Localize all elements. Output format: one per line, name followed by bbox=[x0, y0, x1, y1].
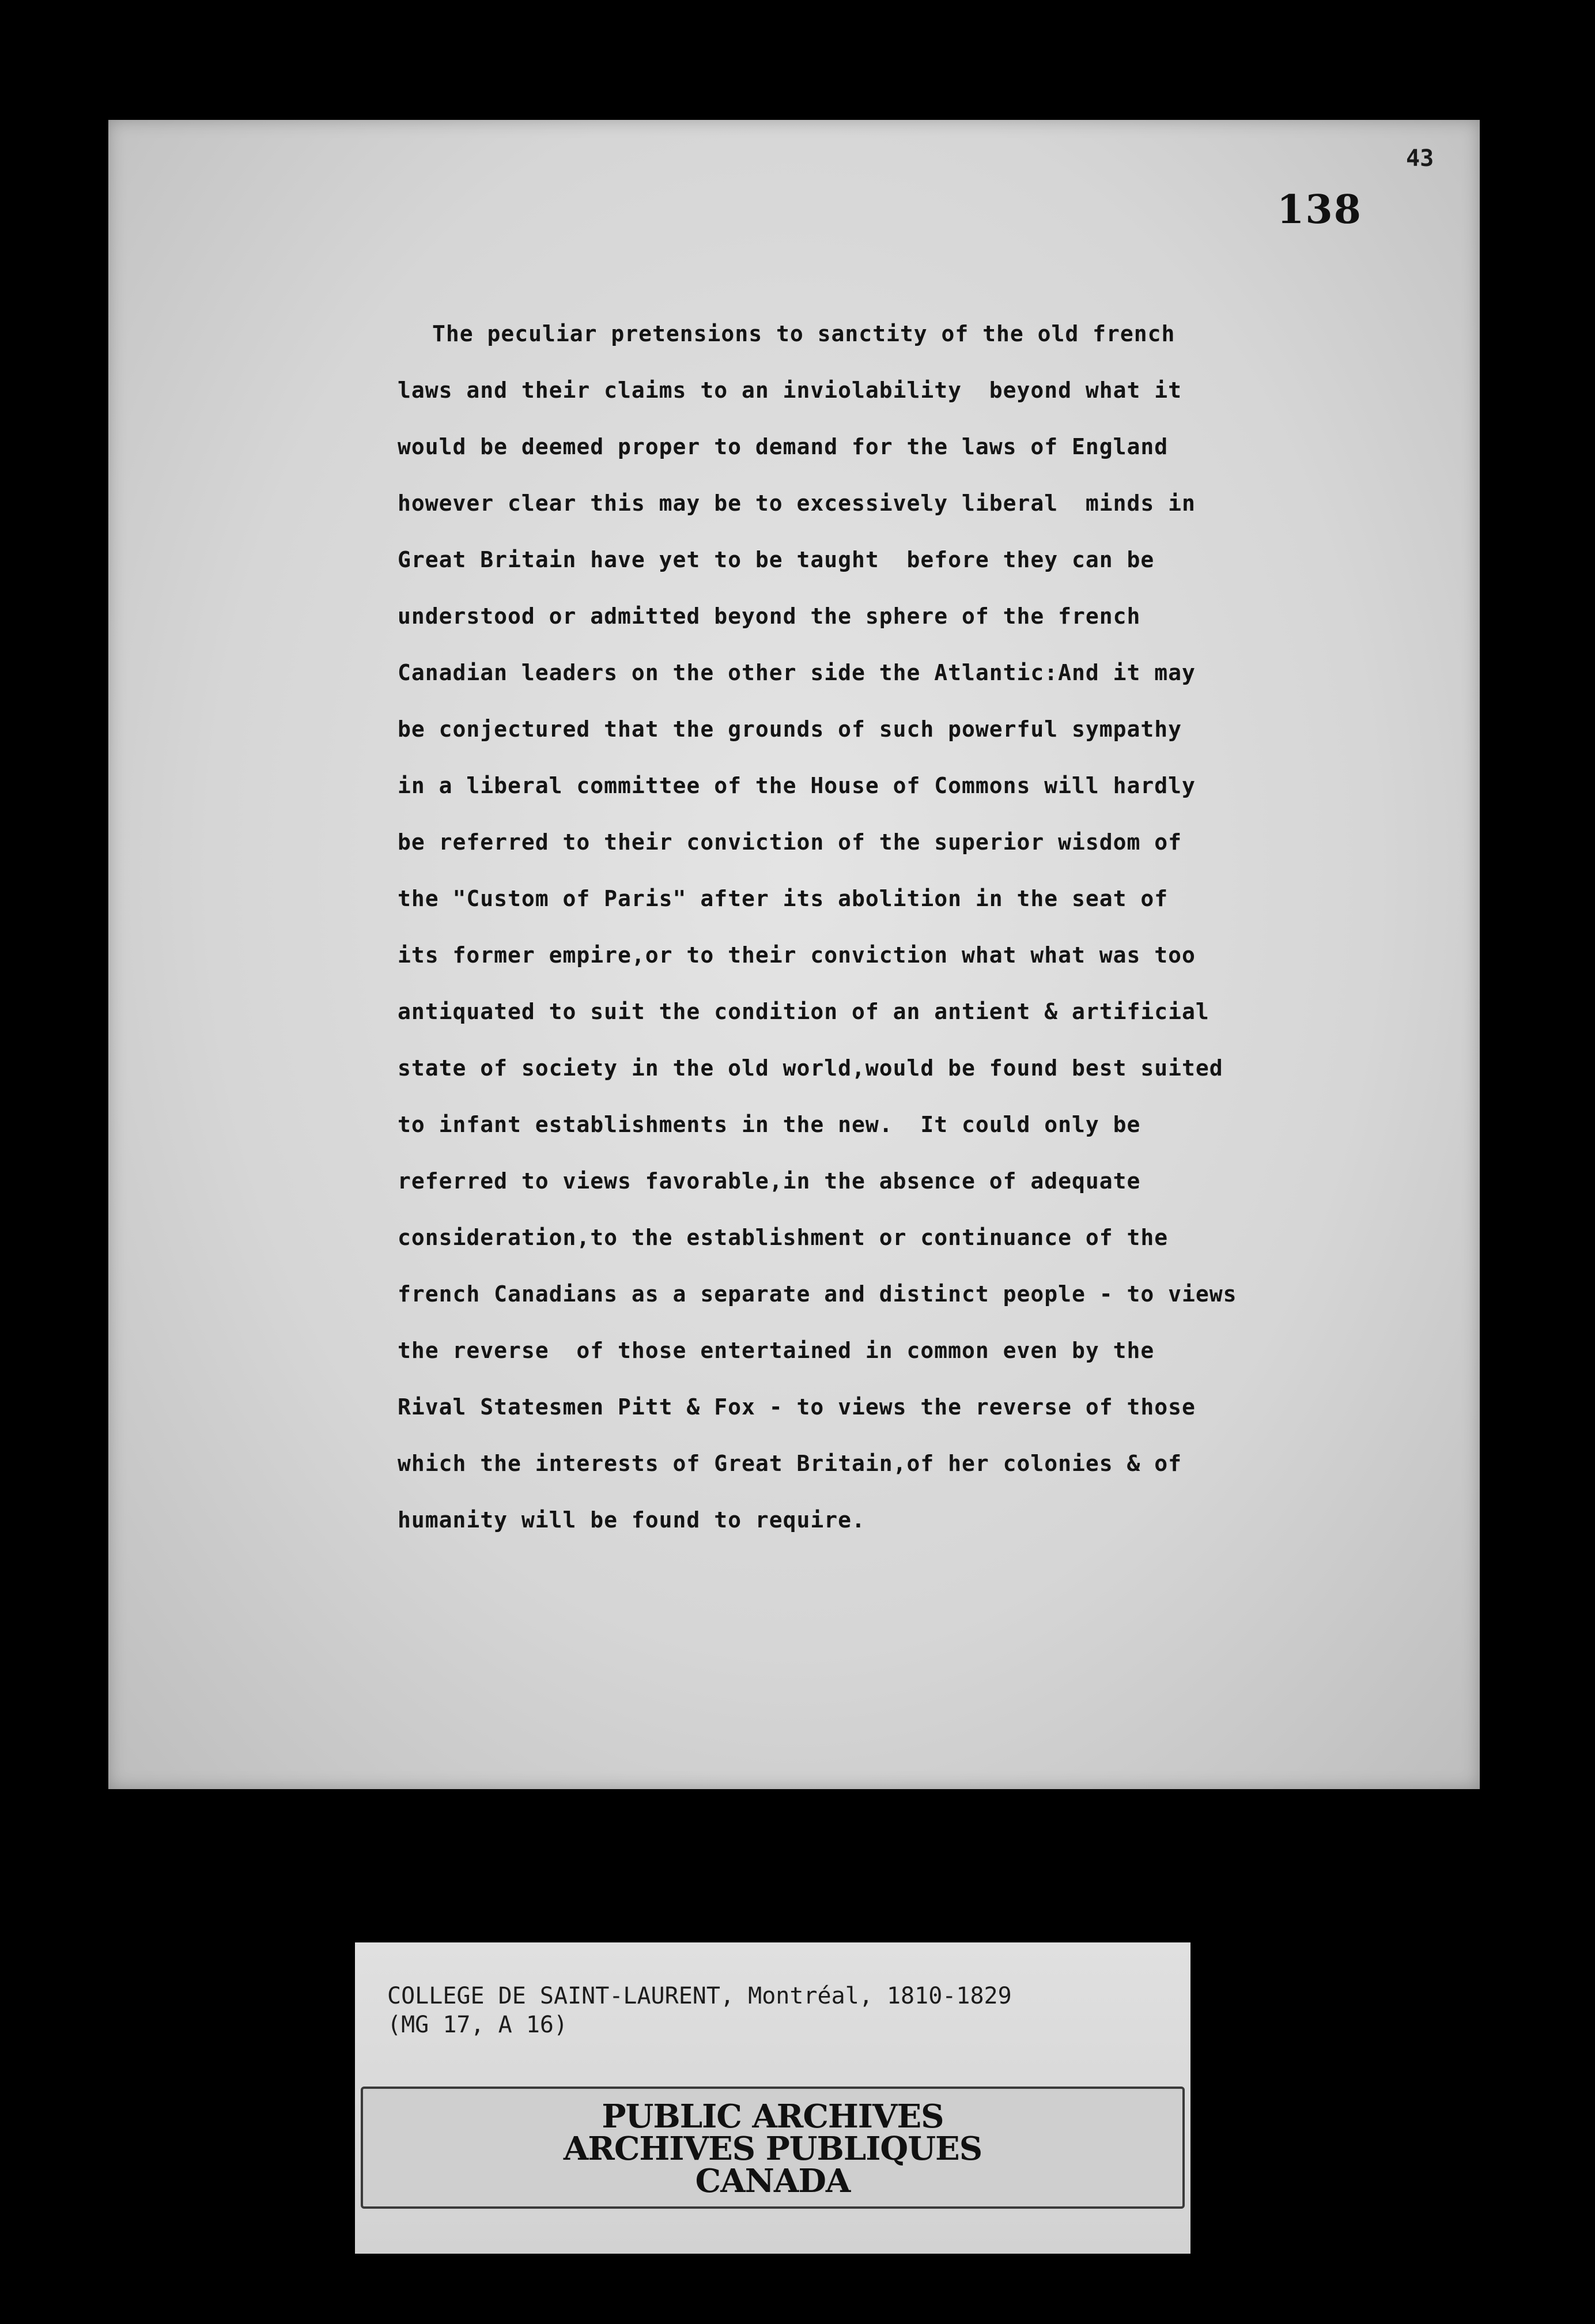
text-line: to infant establishments in the new. It could only be bbox=[398, 1112, 1141, 1137]
stamp-line-french: ARCHIVES PUBLIQUES bbox=[563, 2130, 982, 2168]
text-line: its former empire,or to their conviction what what was too bbox=[398, 942, 1196, 968]
text-line: Rival Statesmen Pitt & Fox - to views the reverse of those bbox=[398, 1394, 1196, 1420]
text-line: referred to views favorable,in the absence of adequate bbox=[398, 1168, 1141, 1194]
text-line: be referred to their conviction of the superior wisdom of bbox=[398, 829, 1182, 855]
text-line: the "Custom of Paris" after its abolition in the seat of bbox=[398, 886, 1169, 911]
archives-stamp bbox=[361, 2087, 1185, 2209]
text-line: the reverse of those entertained in common even by the bbox=[398, 1338, 1155, 1363]
text-line: state of society in the old world,would be found best suited bbox=[398, 1055, 1223, 1081]
text-line: humanity will be found to require. bbox=[398, 1507, 865, 1533]
page-number: 138 bbox=[1277, 187, 1362, 233]
text-line: however clear this may be to excessively liberal minds in bbox=[398, 491, 1196, 516]
text-line: laws and their claims to an inviolability beyond what it bbox=[398, 378, 1182, 403]
collection-reference: (MG 17, A 16) bbox=[387, 2012, 568, 2038]
text-line: understood or admitted beyond the sphere of the french bbox=[398, 603, 1141, 629]
text-line: The peculiar pretensions to sanctity of the old french bbox=[432, 321, 1176, 346]
corner-page-number: 43 bbox=[1406, 145, 1434, 172]
text-line: antiquated to suit the condition of an antient & artificial bbox=[398, 999, 1210, 1024]
stamp-line-english: PUBLIC ARCHIVES bbox=[602, 2097, 944, 2136]
text-line: would be deemed proper to demand for the laws of England bbox=[398, 434, 1169, 459]
text-line: consideration,to the establishment or continuance of the bbox=[398, 1225, 1169, 1250]
text-line: Great Britain have yet to be taught before they can be bbox=[398, 547, 1155, 572]
text-line: Canadian leaders on the other side the Atlantic:And it may bbox=[398, 660, 1196, 685]
text-line: in a liberal committee of the House of Commons will hardly bbox=[398, 773, 1196, 798]
typed-text-body bbox=[398, 305, 1446, 1548]
text-line: be conjectured that the grounds of such powerful sympathy bbox=[398, 716, 1182, 742]
text-line: french Canadians as a separate and distinct people - to views bbox=[398, 1281, 1237, 1307]
collection-title: COLLEGE DE SAINT-LAURENT, Montréal, 1810-1829 bbox=[387, 1983, 1012, 2009]
stamp-line-country: CANADA bbox=[695, 2162, 851, 2200]
archive-label-card bbox=[355, 1942, 1190, 2254]
text-line: which the interests of Great Britain,of her colonies & of bbox=[398, 1451, 1182, 1476]
